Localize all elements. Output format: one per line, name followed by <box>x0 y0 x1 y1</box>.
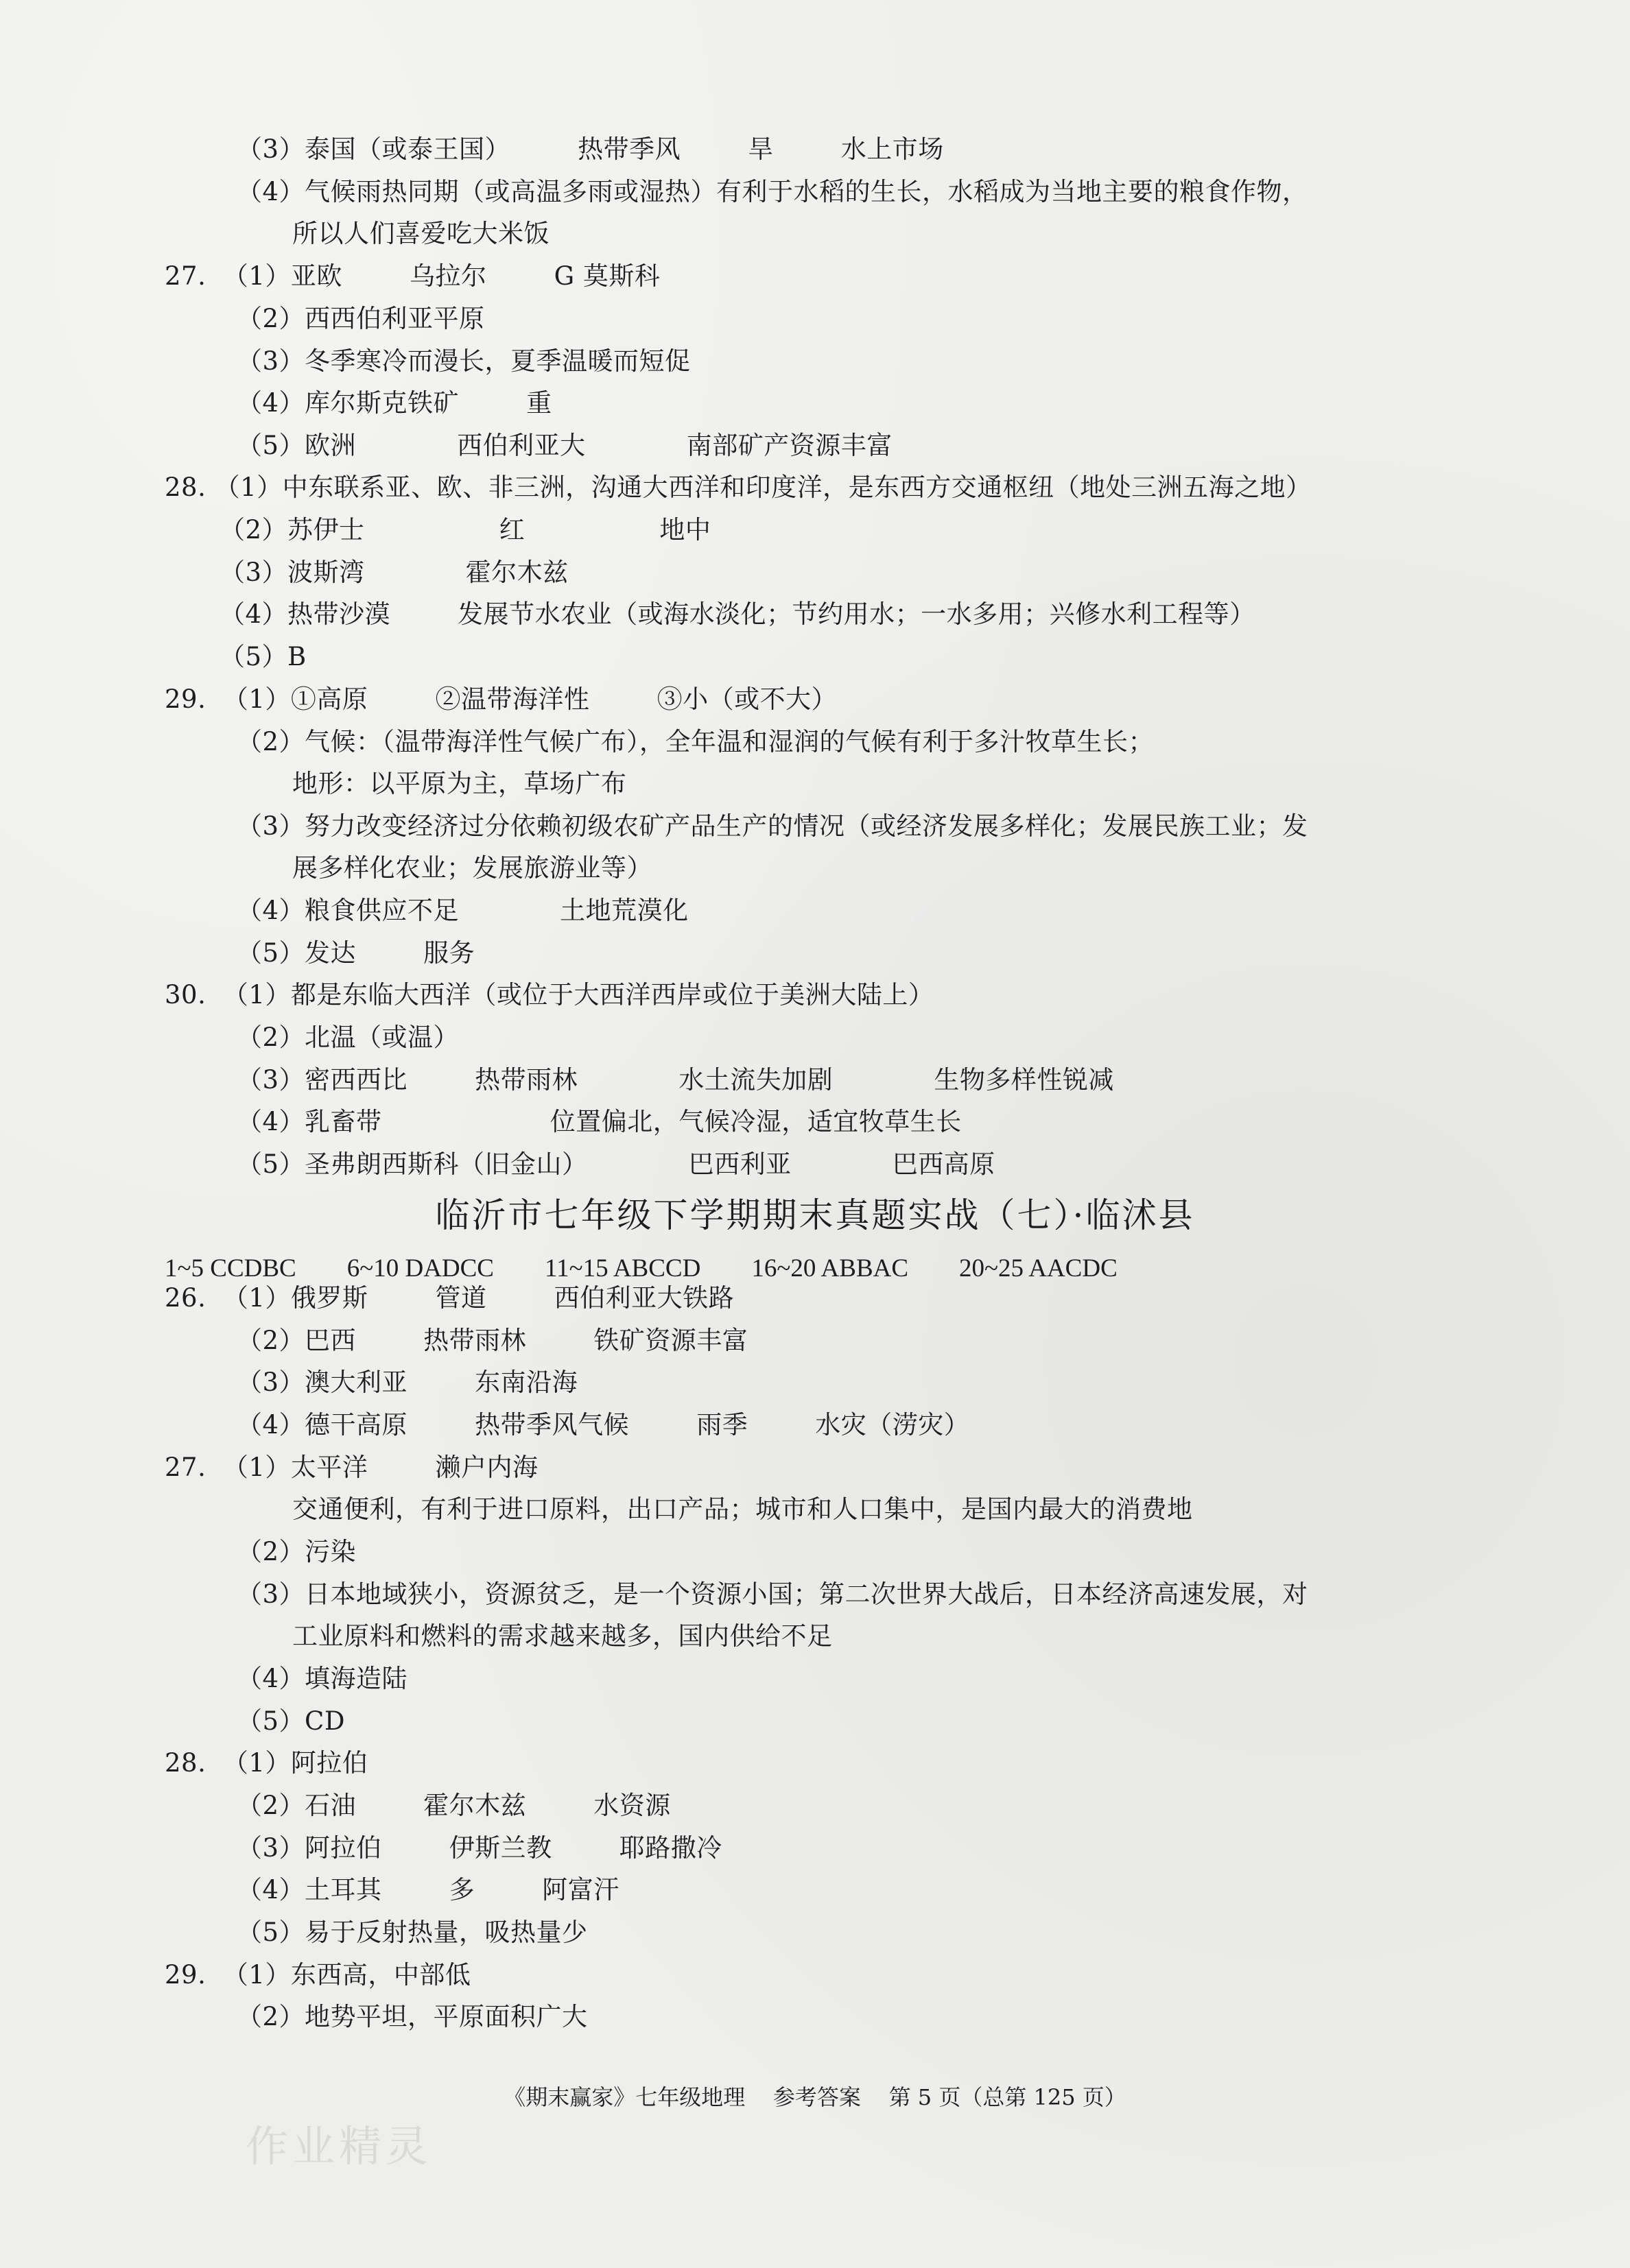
page-footer: 《期末赢家》七年级地理 参考答案 第 5 页（总第 125 页） <box>504 2084 1126 2110</box>
watermark: 作业精灵 <box>246 2121 433 2171</box>
answer-line: （2）地势平坦，平原面积广大 <box>237 2002 588 2031</box>
answer-line: （4）气候雨热同期（或高温多雨或湿热）有利于水稻的生长，水稻成为当地主要的粮食作物， <box>237 177 1308 206</box>
answer-line: 30. （1）都是东临大西洋（或位于大西洋西岸或位于美洲大陆上） <box>165 980 934 1010</box>
section-title: 临沂市七年级下学期期末真题实战（七）·临沭县 <box>435 1195 1195 1235</box>
answer-line: （2）北温（或温） <box>237 1023 460 1052</box>
answer-line: （3）泰国（或泰王国） 热带季风 旱 水上市场 <box>237 134 944 164</box>
answer-line: （5）易于反射热量，吸热量少 <box>237 1918 588 1947</box>
answer-line: （3）冬季寒冷而漫长，夏季温暖而短促 <box>237 346 691 376</box>
answer-line: （3）阿拉伯 伊斯兰教 耶路撒冷 <box>237 1833 722 1863</box>
answer-line: （4）德干高原 热带季风气候 雨季 水灾（涝灾） <box>237 1410 970 1440</box>
answer-line: 26. （1）俄罗斯 管道 西伯利亚大铁路 <box>165 1283 735 1313</box>
answer-line: 27. （1）太平洋 濑户内海 <box>165 1453 539 1482</box>
multiple-choice-answers: 1~5 CCDBC 6~10 DADCC 11~15 ABCCD 16~20 ABBAC 20~25 AACDC <box>165 1254 1118 1282</box>
answer-line: 27. （1）亚欧 乌拉尔 G 莫斯科 <box>165 261 661 291</box>
answer-line: （2）气候：（温带海洋性气候广布），全年温和湿润的气候有利于多汁牧草生长； <box>237 727 1155 756</box>
answer-line: （3）密西西比 热带雨林 水土流失加剧 生物多样性锐减 <box>237 1065 1114 1095</box>
answer-line: 展多样化农业；发展旅游业等） <box>292 853 652 883</box>
answer-line: （2）苏伊士 红 地中 <box>220 515 711 545</box>
answer-line: （4）乳畜带 位置偏北，气候冷湿，适宜牧草生长 <box>237 1107 962 1136</box>
answer-line: （4）库尔斯克铁矿 重 <box>237 388 552 418</box>
answer-line: （5）欧洲 西伯利亚大 南部矿产资源丰富 <box>237 431 893 460</box>
answer-line: （4）粮食供应不足 土地荒漠化 <box>237 896 689 925</box>
answer-line: （3）日本地域狭小，资源贫乏，是一个资源小国；第二次世界大战后，日本经济高速发展，对 <box>237 1579 1308 1609</box>
answer-line: （3）努力改变经济过分依赖初级农矿产品生产的情况（或经济发展多样化；发展民族工业；发 <box>237 811 1308 841</box>
answer-line: （5）圣弗朗西斯科（旧金山） 巴西利亚 巴西高原 <box>237 1149 995 1179</box>
answer-line: 29. （1）东西高，中部低 <box>165 1960 471 1990</box>
answer-line: 地形：以平原为主，草场广布 <box>292 769 627 798</box>
answer-line: 28. （1）阿拉伯 <box>165 1748 368 1778</box>
answer-line: （4）填海造陆 <box>237 1664 408 1693</box>
answer-line: （5）CD <box>237 1706 346 1736</box>
answer-line: （2）污染 <box>237 1537 357 1566</box>
answer-line: （3）澳大利亚 东南沿海 <box>237 1368 578 1397</box>
answer-line: （2）西西伯利亚平原 <box>237 304 485 333</box>
answer-line: （2）石油 霍尔木兹 水资源 <box>237 1791 671 1820</box>
answer-line: （3）波斯湾 霍尔木兹 <box>220 558 569 587</box>
answer-line: （4）土耳其 多 阿富汗 <box>237 1875 619 1905</box>
answer-line: 29. （1）①高原 ②温带海洋性 ③小（或不大） <box>165 684 838 714</box>
answer-line: 所以人们喜爱吃大米饭 <box>292 219 550 248</box>
answer-line: 工业原料和燃料的需求越来越多，国内供给不足 <box>292 1621 833 1651</box>
answer-line: （4）热带沙漠 发展节水农业（或海水淡化；节约用水；一水多用；兴修水利工程等） <box>220 599 1255 629</box>
answer-line: 交通便利，有利于进口原料，出口产品；城市和人口集中，是国内最大的消费地 <box>292 1494 1193 1524</box>
answer-line: （5）B <box>220 642 307 671</box>
answer-line: （5）发达 服务 <box>237 938 475 968</box>
answer-line: （2）巴西 热带雨林 铁矿资源丰富 <box>237 1326 748 1355</box>
answer-line: 28. （1）中东联系亚、欧、非三洲，沟通大西洋和印度洋，是东西方交通枢纽（地处三洲五海之地） <box>165 473 1312 502</box>
